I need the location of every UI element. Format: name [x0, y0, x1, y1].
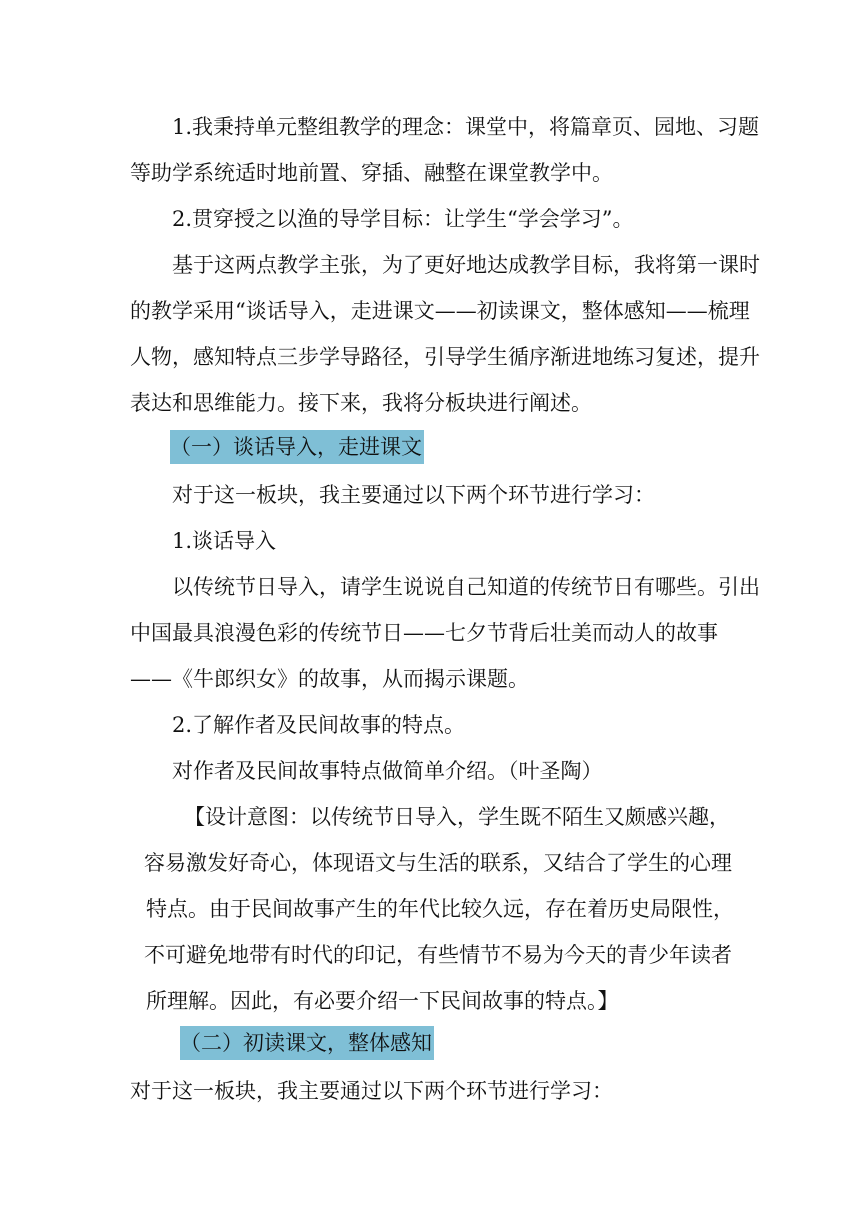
design-intent-line: 不可避免地带有时代的印记，有些情节不易为今天的青少年读者 [144, 943, 732, 967]
design-intent-line: 容易激发好奇心，体现语文与生活的联系，又结合了学生的心理 [144, 851, 732, 875]
design-intent-line: 【设计意图：以传统节日导入，学生既不陌生又颇感兴趣， [184, 805, 730, 829]
paragraph-line: 对作者及民间故事特点做简单介绍。（叶圣陶） [172, 759, 603, 783]
paragraph-line: 1.谈话导入 [172, 529, 277, 553]
paragraph-line: 的教学采用“谈话导入，走进课文——初读课文，整体感知——梳理 [130, 299, 750, 323]
paragraph-line: 对于这一板块，我主要通过以下两个环节进行学习： [172, 483, 655, 507]
paragraph-line: 2.了解作者及民间故事的特点。 [172, 713, 466, 737]
paragraph-line: 表达和思维能力。接下来，我将分板块进行阐述。 [130, 391, 592, 415]
paragraph-line: 等助学系统适时地前置、穿插、融整在课堂教学中。 [130, 161, 613, 185]
paragraph-line: 基于这两点教学主张，为了更好地达成教学目标，我将第一课时 [172, 253, 760, 277]
paragraph-line: 1.我秉持单元整组教学的理念：课堂中，将篇章页、园地、习题 [172, 115, 760, 139]
paragraph-line: 人物，感知特点三步学导路径，引导学生循序渐进地练习复述，提升 [130, 345, 760, 369]
paragraph-line: ——《牛郎织女》的故事，从而揭示课题。 [130, 667, 529, 691]
paragraph-line: 对于这一板块，我主要通过以下两个环节进行学习： [130, 1079, 613, 1103]
section-heading-2: （二）初读课文，整体感知 [180, 1026, 434, 1060]
paragraph-line: 中国最具浪漫色彩的传统节日——七夕节背后壮美而动人的故事 [130, 621, 718, 645]
design-intent-line: 特点。由于民间故事产生的年代比较久远，存在着历史局限性， [146, 897, 734, 921]
paragraph-line: 2.贯穿授之以渔的导学目标：让学生“学会学习”。 [172, 207, 634, 231]
paragraph-line: 以传统节日导入，请学生说说自己知道的传统节日有哪些。引出 [172, 575, 760, 599]
section-heading-1: （一）谈话导入，走进课文 [170, 430, 424, 464]
design-intent-line: 所理解。因此，有必要介绍一下民间故事的特点。】 [146, 989, 619, 1013]
